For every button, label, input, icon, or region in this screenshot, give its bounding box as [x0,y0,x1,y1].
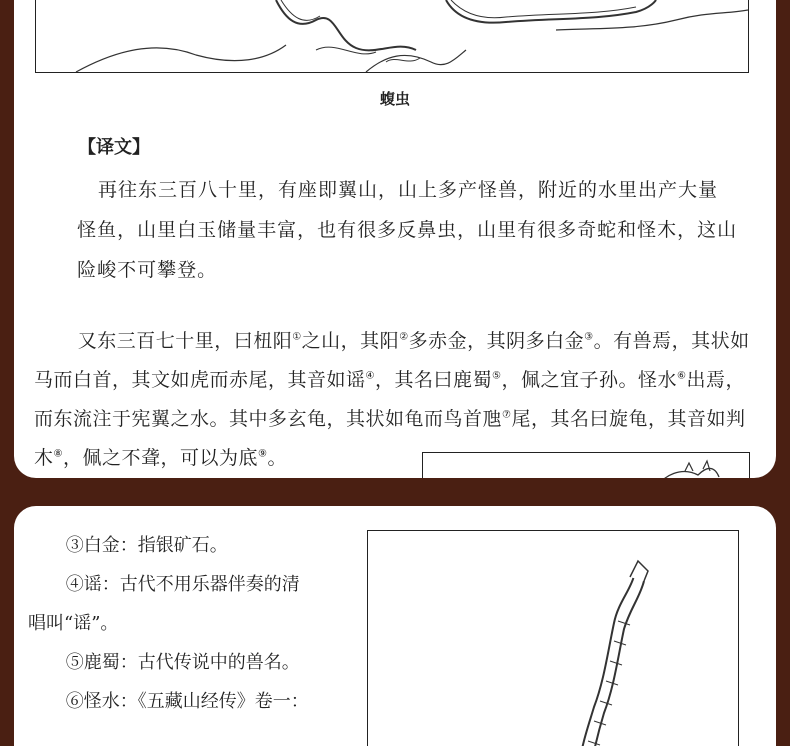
illustration-caption: 蝮虫 [379,90,410,108]
note-item: ⑥怪水：《五藏山经传》卷一： [65,691,309,712]
note-item: 唱叫“谣”。 [28,613,119,634]
top-page-card [14,0,776,478]
text-span: 尾，其名曰旋龟，其音如判木 [34,408,746,469]
translation-paragraph [78,170,766,290]
text-span: 。有兽焉，其状如马而白首，其文如虎而赤尾，其音如谣 [34,330,750,391]
serpent-illustration-top [35,0,749,73]
footnote-marker: ⑧ [53,448,63,460]
translation-line: 再往东三百八十里，有座即翼山，山上多产怪兽，附近的水里出产大量 [97,179,718,201]
footnote-marker: ④ [365,370,375,382]
footnote-marker: ⑦ [502,409,512,421]
bottom-page-card [14,506,776,746]
text-span: ，佩之不聋，可以为底 [62,447,258,469]
text-span: 多赤金，其阴多白金 [408,330,585,352]
footnote-marker: ⑥ [676,370,687,382]
note-item: ④谣：古代不用乐器伴奏的清 [65,574,300,595]
footnote-marker: ② [399,331,409,343]
text-span: ，其名曰鹿蜀 [374,369,492,391]
text-span: 。 [267,447,287,469]
note-item: ③白金：指银矿石。 [65,535,228,556]
translation-line: 险峻不可攀登。 [77,259,218,281]
annotation-notes [28,526,373,721]
footnote-marker: ⑨ [258,448,268,460]
note-item: ⑤鹿蜀：古代传说中的兽名。 [65,652,300,673]
turtle-illustration-corner [422,452,750,478]
footnote-marker: ⑤ [492,370,502,382]
translation-heading: 【译文】 [78,137,150,158]
text-span: 出焉，而东流注于宪翼之水。其中多玄龟，其状如龟而鸟首虺 [34,369,745,430]
text-span: 又东三百七十里，曰杻阳 [77,330,293,352]
serpent-turtle-illustration [367,530,739,746]
text-span: 之山，其阳 [301,330,400,352]
text-span: ，佩之宜子孙。怪水 [501,369,677,391]
footnote-marker: ③ [584,331,594,343]
translation-line: 怪鱼，山里白玉储量丰富，也有很多反鼻虫，山里有很多奇蛇和怪木，这山 [77,219,738,241]
footnote-marker: ① [292,331,302,343]
